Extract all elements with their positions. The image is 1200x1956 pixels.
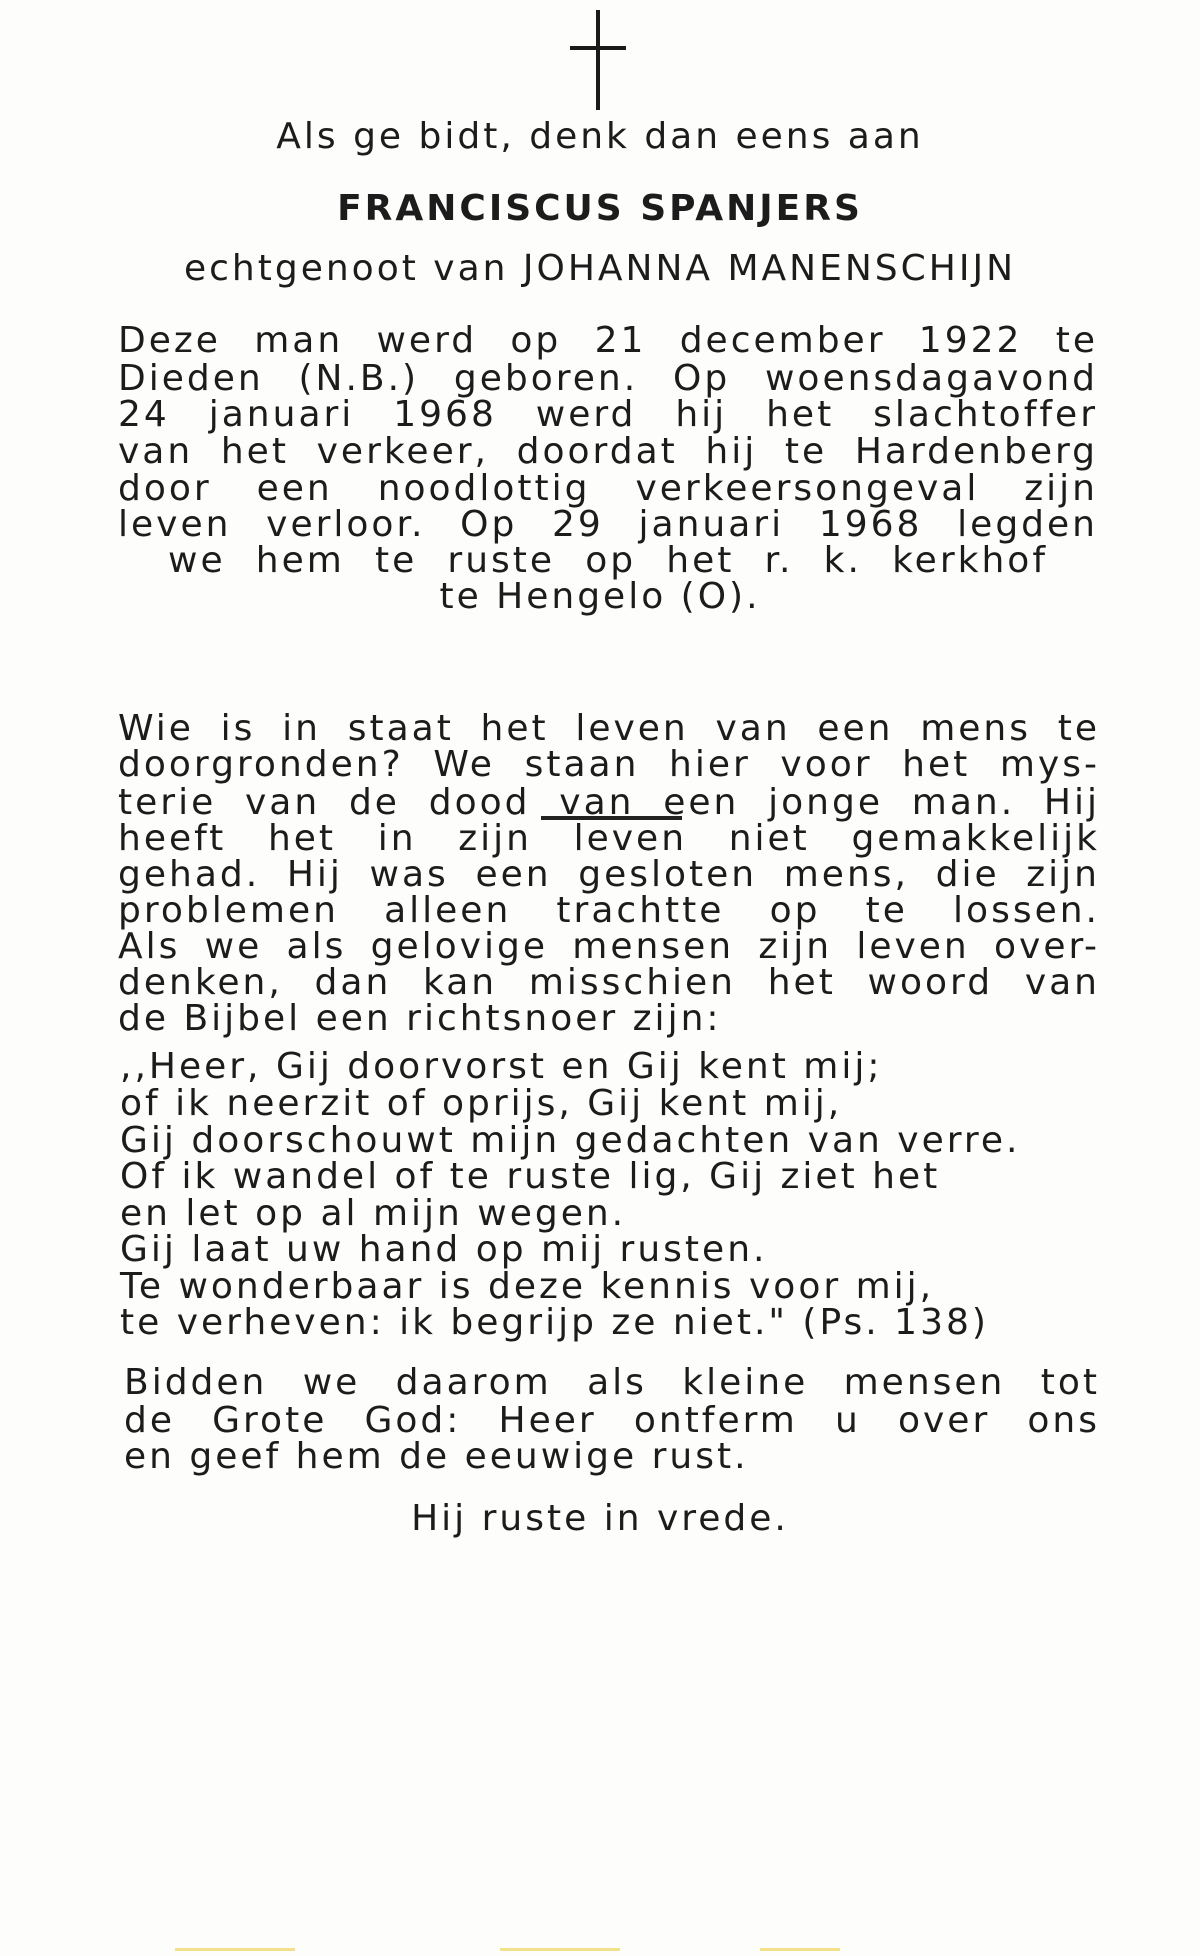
- deceased-name: FRANCISCUS SPANJERS: [337, 188, 863, 229]
- bio-line: te Hengelo (O).: [439, 576, 761, 617]
- reflection-line: de Bijbel een richtsnoer zijn:: [118, 998, 722, 1039]
- reflection-line: terie van de dood van een jonge man. Hij: [118, 782, 1100, 823]
- bio-line: leven verloor. Op 29 januari 1968 legden: [118, 504, 1098, 545]
- psalm-line: Gij laat uw hand op mij rusten.: [120, 1229, 768, 1270]
- prayer-line: de Grote God: Heer ontferm u over ons: [124, 1400, 1100, 1441]
- intro-line: Als ge bidt, denk dan eens aan: [276, 116, 924, 157]
- prayer-line: Bidden we daarom als kleine mensen tot: [124, 1362, 1100, 1403]
- divider: [500, 1948, 620, 1951]
- reflection-line: problemen alleen trachtte op te lossen.: [118, 890, 1100, 931]
- divider: [175, 1948, 295, 1951]
- psalm-line: Of ik wandel of te ruste lig, Gij ziet het: [120, 1156, 941, 1197]
- psalm-line: Te wonderbaar is deze kennis voor mij,: [120, 1266, 935, 1307]
- reflection-line: doorgronden? We staan hier voor het mys-: [118, 744, 1100, 785]
- divider: [760, 1948, 840, 1951]
- bio-line: Deze man werd op 21 december 1922 te: [118, 320, 1098, 361]
- psalm-line: ,,Heer, Gij doorvorst en Gij kent mij;: [120, 1046, 883, 1087]
- reflection-line: denken, dan kan misschien het woord van: [118, 962, 1100, 1003]
- bio-line: door een noodlottig verkeersongeval zijn: [118, 468, 1098, 509]
- psalm-line: en let op al mijn wegen.: [120, 1193, 627, 1234]
- reflection-line: heeft het in zijn leven niet gemakkelijk: [118, 818, 1100, 859]
- bio-line: van het verkeer, doordat hij te Hardenberg: [118, 431, 1098, 472]
- psalm-line: Gij doorschouwt mijn gedachten van verre.: [120, 1120, 1021, 1161]
- bio-line: 24 januari 1968 werd hij het slachtoffer: [118, 394, 1098, 435]
- reflection-line: Als we als gelovige mensen zijn leven over-: [118, 926, 1100, 967]
- reflection-line: gehad. Hij was een gesloten mens, die zijn: [118, 854, 1100, 895]
- bio-line: Dieden (N.B.) geboren. Op woensdagavond: [118, 358, 1098, 399]
- closing-line: Hij ruste in vrede.: [411, 1498, 789, 1539]
- cross-icon: [570, 10, 626, 110]
- bio-line: we hem te ruste op het r. k. kerkhof: [168, 540, 1048, 581]
- spouse-line: echtgenoot van JOHANNA MANENSCHIJN: [183, 248, 1017, 289]
- prayer-line: en geef hem de eeuwige rust.: [124, 1436, 749, 1477]
- psalm-line: te verheven: ik begrijp ze niet." (Ps. 138): [120, 1302, 989, 1343]
- reflection-line: Wie is in staat het leven van een mens te: [118, 708, 1100, 749]
- psalm-line: of ik neerzit of oprijs, Gij kent mij,: [120, 1083, 843, 1124]
